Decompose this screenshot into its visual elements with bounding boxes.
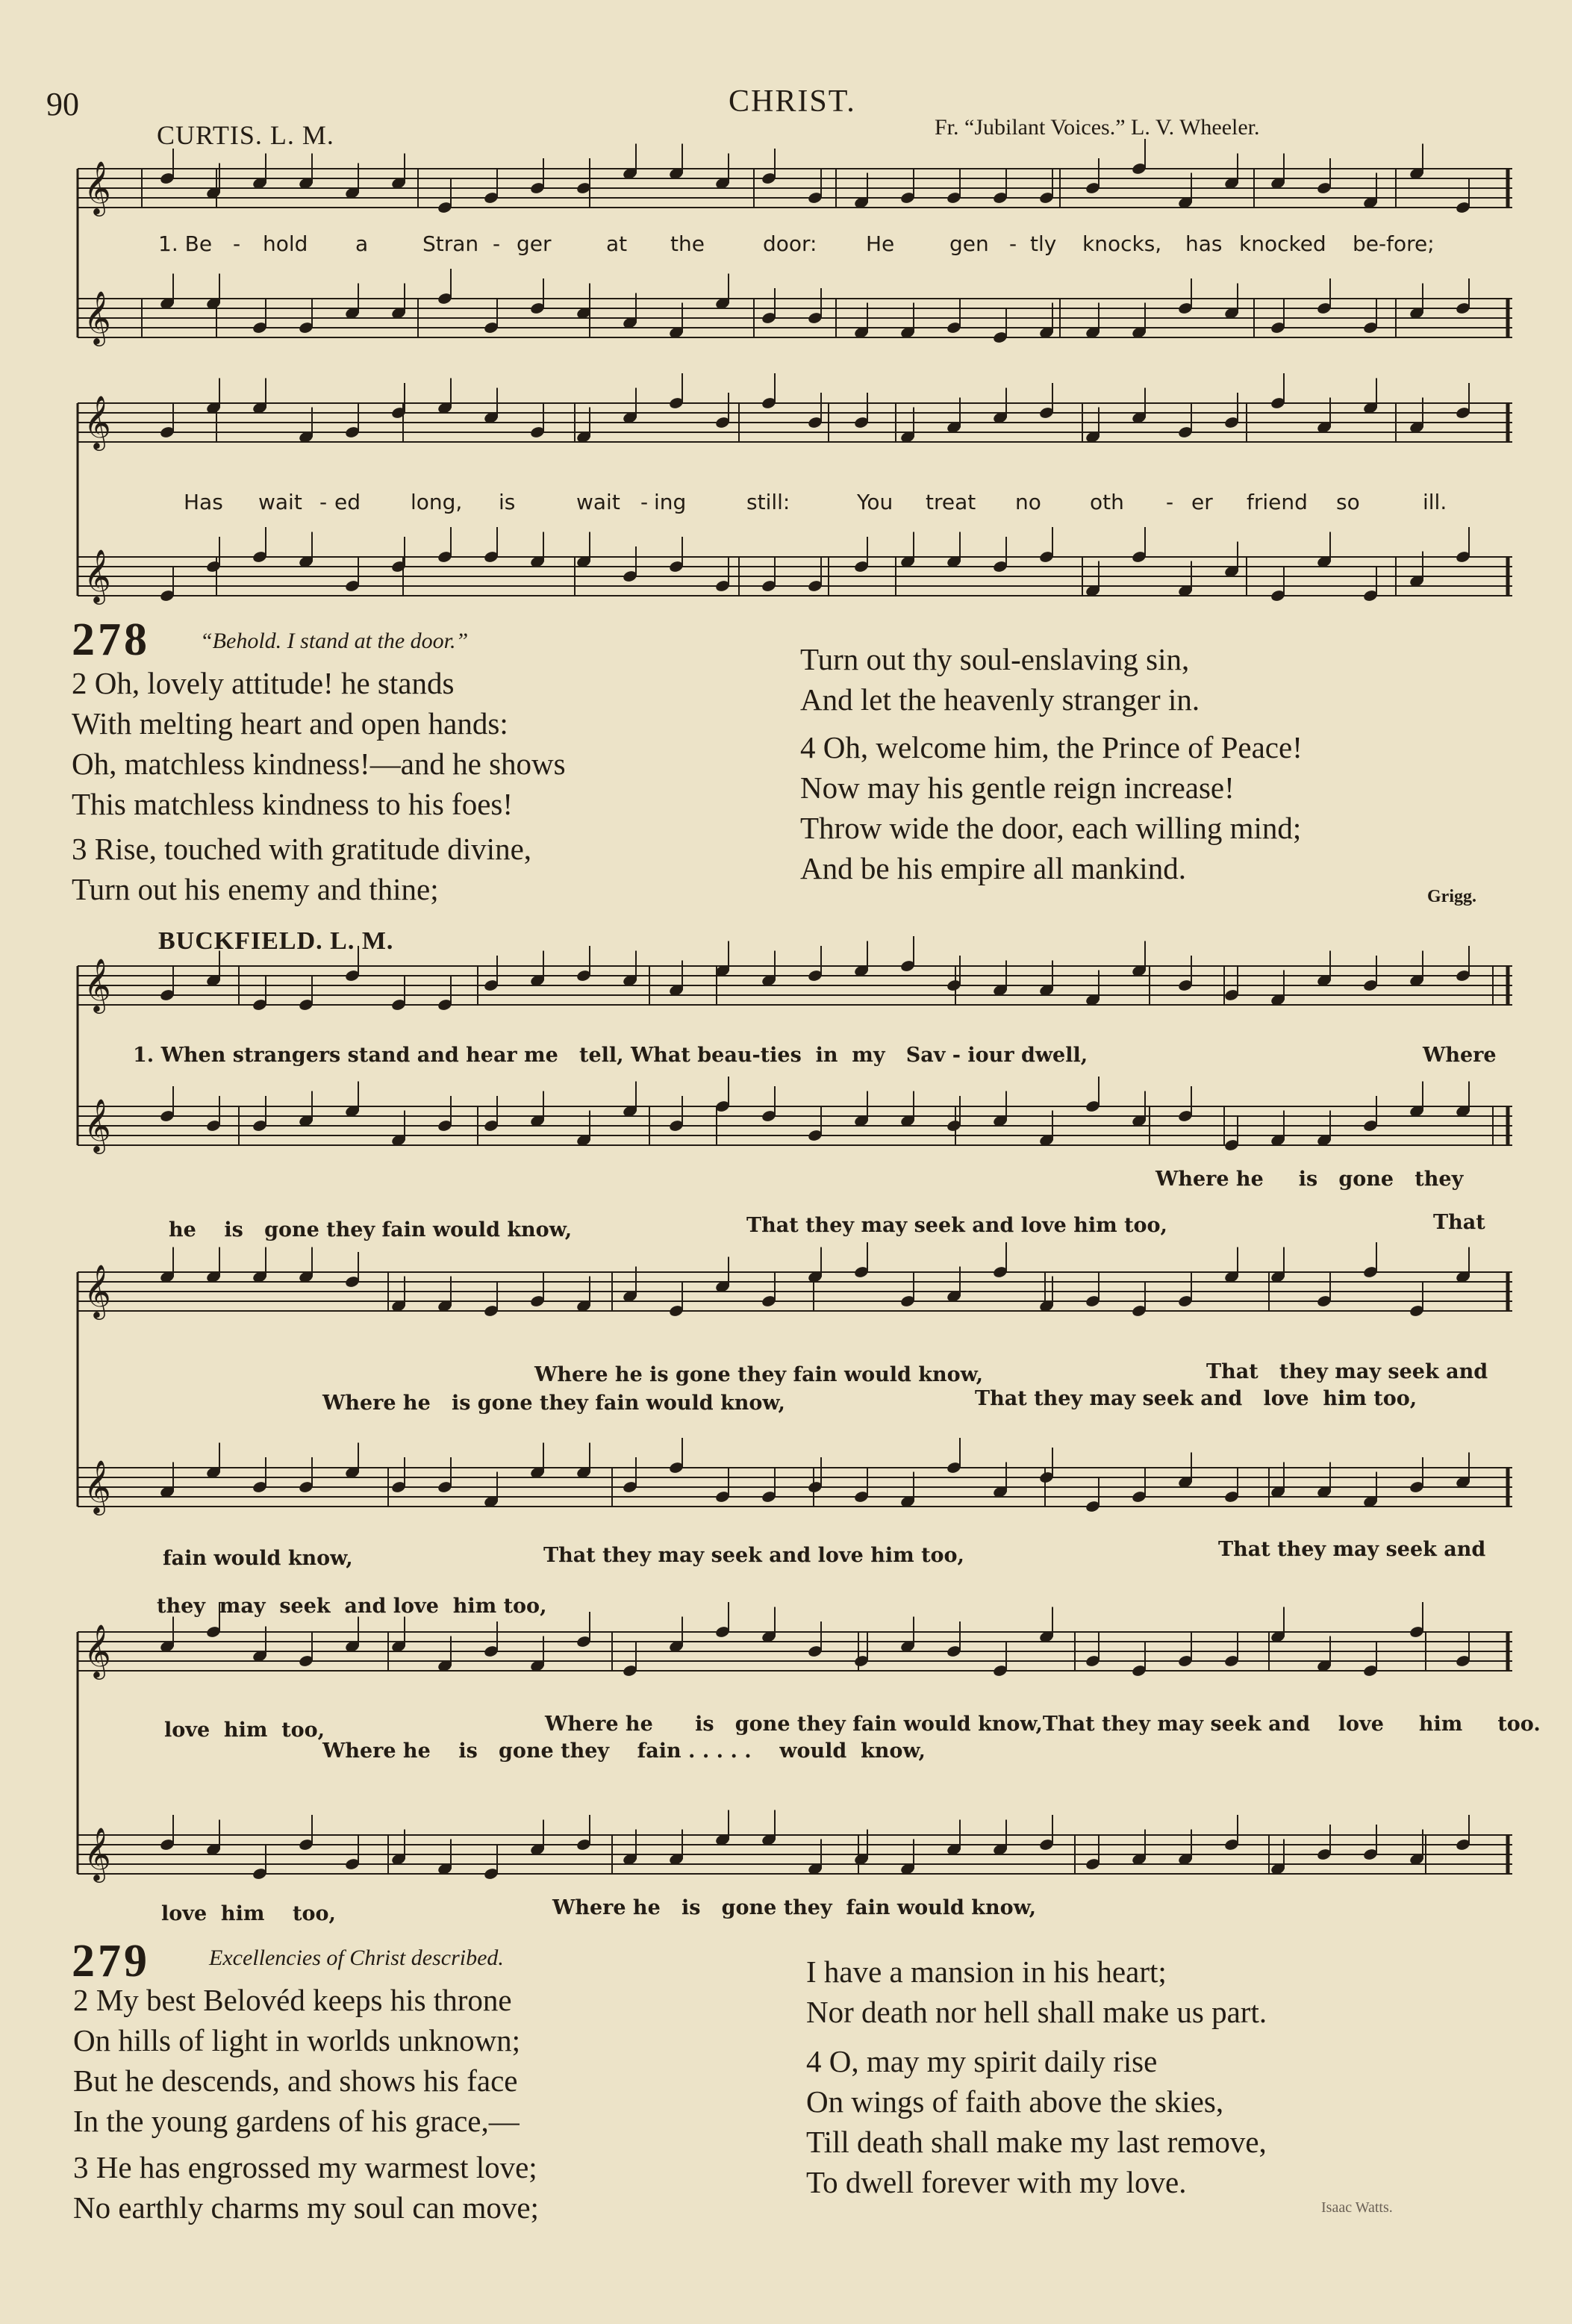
lyric-syllable: ed — [334, 490, 361, 514]
page-number: 90 — [46, 86, 79, 122]
hymn-278-right-column — [800, 639, 1303, 888]
lyric-syllable: ill. — [1423, 490, 1447, 514]
verse-line: And be his empire all mankind. — [800, 851, 1186, 885]
lyric-syllable: Stran — [422, 231, 479, 256]
hymn-subtitle-279: Excellencies of Christ described. — [209, 1946, 504, 1970]
lyric-syllable: - — [493, 231, 501, 256]
lyric-syllable: - — [1166, 490, 1174, 514]
lyrics-buckfield-sys3-below-left: love him too, — [161, 1902, 336, 1925]
lyrics-curtis-line2 — [0, 490, 1572, 520]
lyrics-buckfield-sys2-above: he is gone they fain would know, — [169, 1218, 573, 1242]
verse-line: This matchless kindness to his foes! — [72, 787, 514, 821]
lyric-syllable: friend — [1247, 490, 1308, 514]
lyrics-buckfield-sys1-upper: 1. When strangers stand and hear me tell, What beau-ties in my Sav - iour dwell, — [133, 1044, 1088, 1067]
clef: 𝄞 — [84, 957, 111, 1012]
hymn-279-right-column — [806, 1951, 1267, 2202]
lyric-syllable: oth — [1090, 490, 1124, 514]
verse-line: 2 Oh, lovely attitude! he stands — [72, 666, 455, 700]
verse-line: And let the heavenly stranger in. — [800, 682, 1200, 717]
lyrics-buckfield-sys3-mid1-left: love him too, — [164, 1719, 325, 1742]
verse-line: 3 Rise, touched with gratitude divine, — [72, 832, 532, 866]
clef: 𝄞 — [84, 1826, 111, 1881]
clef: 𝄞 — [84, 160, 111, 214]
lyric-syllable: still: — [746, 490, 790, 514]
verse-line: 3 He has engrossed my warmest love; — [73, 2150, 537, 2184]
lyrics-buckfield-sys1-upper-right: Where — [1423, 1044, 1497, 1067]
lyric-syllable: wait — [576, 490, 620, 514]
lyric-syllable: has — [1185, 231, 1223, 256]
verse-line: On wings of faith above the skies, — [806, 2084, 1224, 2119]
lyrics-buckfield-sys3-above: they may seek and love him too, — [157, 1595, 547, 1618]
lyric-syllable: at — [606, 231, 628, 256]
tune-credit-curtis: Fr. “Jubilant Voices.” L. V. Wheeler. — [935, 115, 1260, 140]
clef: 𝄞 — [84, 1459, 111, 1513]
lyric-syllable: no — [1015, 490, 1041, 514]
lyric-syllable: - — [640, 490, 649, 514]
lyrics-buckfield-sys2-above-right: That — [1433, 1211, 1485, 1234]
lyrics-buckfield-sys2-below-mid: That they may seek and love him too, — [543, 1544, 964, 1567]
lyrics-buckfield-sys2-mid1-right: That they may seek and — [1206, 1360, 1488, 1383]
hymn-subtitle-278: “Behold. I stand at the door.” — [200, 629, 469, 653]
lyric-syllable: knocks, — [1082, 231, 1162, 256]
lyric-syllable: so — [1336, 490, 1360, 514]
lyric-syllable: - — [1009, 231, 1017, 256]
lyrics-buckfield-sys3-mid2: Where he is gone they fain . . . . . would know, — [322, 1739, 926, 1763]
hymn-number-278: 278 — [72, 614, 150, 665]
lyric-syllable: ing — [654, 490, 687, 514]
lyrics-buckfield-sys1-lower: Where he is gone they — [1155, 1168, 1464, 1191]
clef: 𝄞 — [84, 1097, 111, 1152]
lyrics-curtis-line1 — [0, 231, 1572, 261]
verse-line: Nor death nor hell shall make us part. — [806, 1995, 1267, 2029]
lyrics-buckfield-sys3-below: Where he is gone they fain would know, — [552, 1896, 1037, 1919]
lyrics-buckfield-sys3-mid1: Where he is gone they fain would know,That they may seek and love him too. — [545, 1713, 1541, 1736]
verse-line: To dwell forever with my love. — [806, 2165, 1187, 2199]
lyric-syllable: knocked — [1239, 231, 1326, 256]
section-title: CHRIST. — [729, 84, 856, 119]
lyrics-buckfield-sys2-above-mid: That they may seek and love him too, — [746, 1214, 1167, 1237]
verse-line: Oh, matchless kindness!—and he shows — [72, 747, 566, 781]
lyric-syllable: the — [670, 231, 705, 256]
verse-line: No earthly charms my soul can move; — [73, 2190, 539, 2225]
lyric-syllable: be-fore; — [1353, 231, 1435, 256]
lyrics-buckfield-sys2-mid1: Where he is gone they fain would know, — [534, 1363, 984, 1386]
verse-line: But he descends, and shows his face — [73, 2063, 518, 2098]
hymn-278-author: Grigg. — [1427, 887, 1476, 906]
lyrics-buckfield-sys2-mid2: Where he is gone they fain would know, — [322, 1392, 785, 1415]
hymn-number-279: 279 — [72, 1936, 150, 1987]
lyric-syllable: is — [499, 490, 516, 514]
lyrics-buckfield-sys2-below: fain would know, — [163, 1547, 353, 1570]
lyric-syllable: er — [1191, 490, 1213, 514]
verse-line: Now may his gentle reign increase! — [800, 770, 1235, 805]
tune-name-curtis: CURTIS. L. M. — [157, 120, 334, 150]
verse-line: Turn out his enemy and thine; — [72, 872, 439, 906]
lyric-syllable: tly — [1030, 231, 1057, 256]
lyric-syllable: gen — [949, 231, 989, 256]
clef: 𝄞 — [84, 1263, 111, 1318]
verse-line: Throw wide the door, each willing mind; — [800, 811, 1302, 845]
lyric-syllable: wait — [258, 490, 302, 514]
lyric-syllable: You — [857, 490, 893, 514]
verse-line: 2 My best Belovéd keeps his throne — [73, 1983, 512, 2017]
lyric-syllable: - — [319, 490, 328, 514]
clef: 𝄞 — [84, 290, 111, 344]
verse-line: 4 O, may my spirit daily rise — [806, 2044, 1158, 2078]
lyrics-buckfield-sys2-below-right: That they may seek and — [1218, 1538, 1486, 1561]
lyric-syllable: 1. Be — [158, 231, 213, 256]
verse-line: With melting heart and open hands: — [72, 706, 508, 741]
hymn-279-left-column — [73, 1980, 539, 2228]
verse-line: I have a mansion in his heart; — [806, 1954, 1167, 1989]
lyric-syllable: long, — [411, 490, 463, 514]
lyric-syllable: treat — [926, 490, 976, 514]
lyric-syllable: Has — [184, 490, 223, 514]
lyric-syllable: - — [233, 231, 241, 256]
lyric-syllable: ger — [517, 231, 552, 256]
lyrics-buckfield-sys2-mid2-right: That they may seek and love him too, — [975, 1387, 1417, 1410]
verse-line: Till death shall make my last remove, — [806, 2125, 1267, 2159]
clef: 𝄞 — [84, 548, 111, 602]
lyric-syllable: He — [866, 231, 895, 256]
lyric-syllable: hold — [263, 231, 308, 256]
verse-line: In the young gardens of his grace,— — [73, 2104, 520, 2138]
clef: 𝄞 — [84, 394, 111, 449]
lyric-syllable: a — [355, 231, 369, 256]
hymn-279-author: Isaac Watts. — [1321, 2199, 1393, 2216]
clef: 𝄞 — [84, 1623, 111, 1677]
hymn-278-left-column — [72, 663, 566, 909]
verse-line: Turn out thy soul-enslaving sin, — [800, 642, 1190, 676]
lyric-syllable: door: — [763, 231, 817, 256]
verse-line: 4 Oh, welcome him, the Prince of Peace! — [800, 730, 1303, 764]
verse-line: On hills of light in worlds unknown; — [73, 2023, 521, 2057]
tune-name-buckfield: BUCKFIELD. L. M. — [158, 927, 394, 955]
